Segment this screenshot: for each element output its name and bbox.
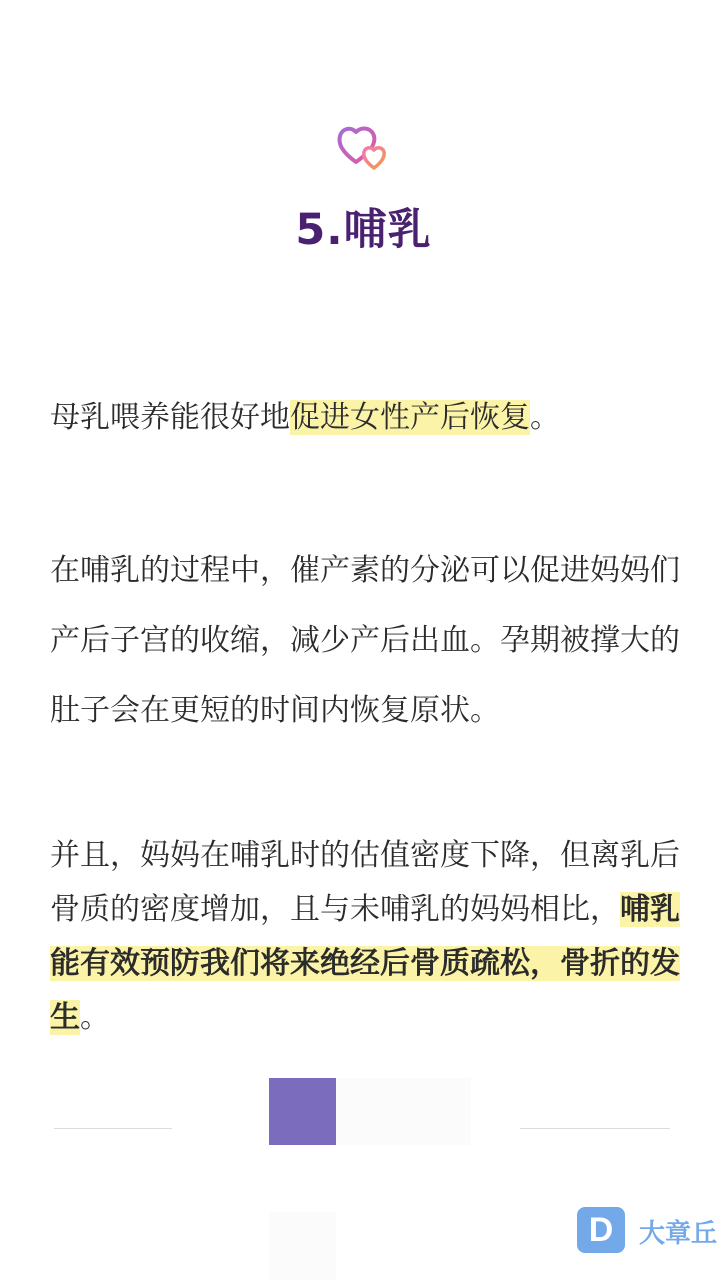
paragraph-text: 。	[80, 1000, 110, 1035]
paragraph-intro	[50, 390, 690, 446]
watermark	[577, 1207, 727, 1255]
section-title: 5.哺乳	[295, 205, 432, 255]
decorative-block	[269, 1078, 336, 1145]
paragraph-oxytocin: 在哺乳的过程中，催产素的分泌可以促进妈妈们产后子宫的收缩，减少产后出血。孕期被撑大的肚子会在更短的时间内恢复原状。	[50, 553, 680, 728]
watermark-logo-icon: D	[577, 1207, 625, 1253]
double-heart-icon	[336, 124, 390, 170]
paragraph-bone-density	[50, 829, 690, 1045]
divider-right	[520, 1128, 670, 1129]
highlighted-text: 哺乳能有效预防我们将来绝经后骨质疏松，骨折的发生	[50, 892, 680, 1035]
watermark-text: 大章丘	[639, 1219, 718, 1249]
highlighted-text: 促进女性产后恢复	[290, 400, 530, 435]
paragraph-text: 母乳喂养能很好地	[50, 400, 290, 435]
paragraph-text: 。	[530, 400, 560, 435]
decorative-block-faded	[269, 1212, 336, 1280]
decorative-block-faded	[336, 1078, 471, 1145]
paragraph-text: 并且，妈妈在哺乳时的估值密度下降，但离乳后骨质的密度增加，且与未哺乳的妈妈相比，	[50, 838, 680, 927]
divider-left	[54, 1128, 172, 1129]
